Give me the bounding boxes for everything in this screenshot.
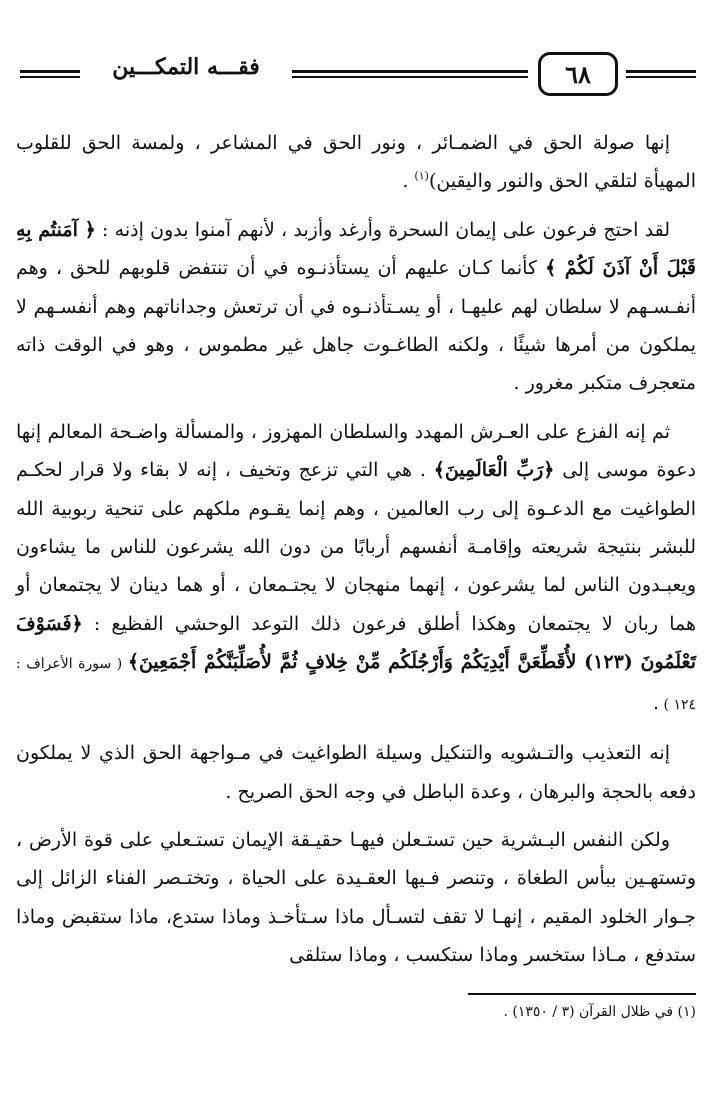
- header-rule-middle: [292, 70, 528, 80]
- paragraph-2: [16, 211, 696, 403]
- paragraph-text: إنها صولة الحق في الضمـائر ، ونور الحق في المشاعر ، ولمسة الحق للقلوب المهيأة لتلقي الحق والنور واليقين): [16, 132, 696, 193]
- quran-verse: ﴿فَسَوْفَ تَعْلَمُونَ (١٢٣) لأُقَطِّعَنَّ أَيْدِيَكُمْ وَأَرْجُلَكُم مِّنْ خِلافٍ ثُمَّ لأُصَلِّبَنَّكُمْ أَجْمَعِينَ﴾: [16, 612, 697, 674]
- paragraph-1: [16, 124, 696, 201]
- header-rule-left: [20, 70, 80, 80]
- footnote: (١) في ظلال القرآن (٣ / ١٣٥٠) .: [503, 1004, 696, 1020]
- running-title: فقـــه التمكـــين: [112, 54, 260, 80]
- page-number: ٦٨: [538, 52, 618, 96]
- paragraph-text: إنه التعذيب والتـشويه والتنكيل وسيلة الطواغيت في مـواجهة الحق الذي لا يملكون دفعه بالحجة والبرهان ، وعدة الباطل في وجه الحق الصريح .: [16, 742, 696, 803]
- paragraph-text: . هي التي تزعج وتخيف ، إنه لا بقاء ولا قرار لحكـم الطواغيت مع الدعـوة إلى رب العالمين ، وهم إنما يقـوم ملكهم على تنحية ربوبية الله للبشر بنتيجة شريعته وإقامـة أنفسهم أربابًا من دون الله يشرعون للناس ما يشاءون ويعبـدون الناس لما يشرعون ، إنهما منهجان لا يجتـمعان ، أو هما دينان لا يجتمعان أو هما ربان لا يجتمعان وهكذا أطلق فرعون ذلك التوعد الوحشي الفظيع :: [16, 459, 696, 635]
- paragraph-tail: .: [653, 691, 660, 714]
- paragraph-4: [16, 734, 696, 811]
- paragraph-5: [16, 821, 696, 975]
- quran-verse: ﴿رَبِّ الْعَالَمِينَ﴾: [433, 459, 555, 482]
- paragraph-tail: .: [402, 170, 415, 193]
- header-rule-right: [626, 70, 696, 80]
- page-header: [14, 52, 700, 100]
- main-text: [16, 124, 696, 985]
- surah-citation: ( سورة الأعراف : ١٢٤ ): [16, 656, 696, 713]
- paragraph-text: ثم إنه الفزع على العـرش المهدد والسلطان المهزوز ، والمسألة واضـحة المعالم إنها دعوة موسى إلى: [16, 420, 697, 482]
- footnote-separator: [468, 993, 696, 995]
- quran-verse: ﴿ آمَنتُم بِهِ قَبْلَ أَنْ آذَنَ لَكُمْ ﴾: [16, 218, 696, 280]
- paragraph-text: ولكن النفس البـشرية حين تستـعلن فيهـا حقيـقة الإيمان تستـعلي على قوة الأرض ، وتستهـين ببأس الطغاة ، وتنصر فـيها العقـيدة على الحياة ، وتختـصر الفناء الزائل إلى جـوار الخلود المقيم ، إنهـا لا تقف لتسـأل ماذا سـتأخـذ وماذا ستدع، ماذا ستقبض وماذا ستدفع ، مـاذا ستخسر وماذا ستكسب ، وماذا ستلقى: [16, 828, 696, 967]
- paragraph-text: كأنما كـان عليهم أن يستأذنـوه في أن تنتفض قلوبهم للحق ، وهم أنفـسـهم لا سلطان لهم عليهـا ، أو يسـتأذنـوه في أن ترتعش وجداناتهم وهم أنفسـهم لا يملكون من أمرها شيئًا ، ولكنه الطاغـوت جاهل غير مطموس ، وهو في الوقت ذاته متعجرف متكبر مغرور .: [16, 257, 696, 395]
- paragraph-text: لقد احتج فرعون على إيمان السحرة وأرغد وأزبد ، لأنهم آمنوا بدون إذنه :: [95, 218, 670, 241]
- paragraph-3: [16, 413, 696, 724]
- footnote-reference: (١): [414, 170, 429, 184]
